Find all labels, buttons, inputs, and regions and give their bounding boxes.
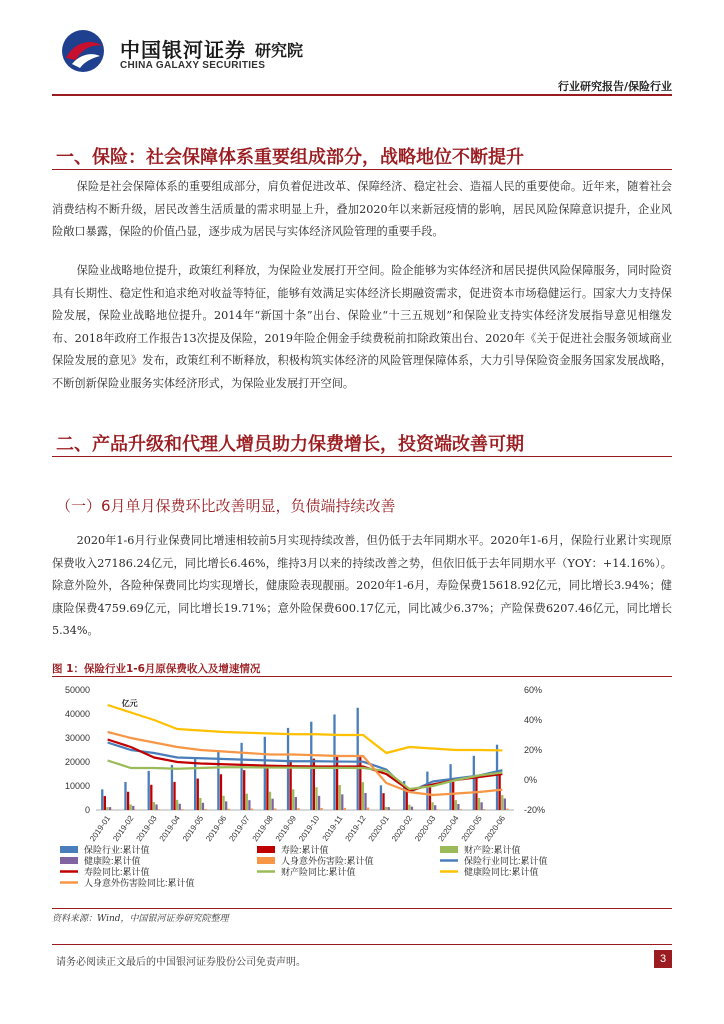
bar [362, 782, 364, 810]
legend-label: 寿险:累计值 [281, 845, 329, 855]
figure-bottom-rule [52, 908, 672, 909]
bar [148, 771, 150, 810]
y-left-tick-label: 0 [84, 805, 90, 815]
bar [388, 807, 390, 810]
bar [222, 796, 224, 810]
page-number: 3 [654, 950, 672, 968]
y-right-tick-label: 20% [524, 745, 543, 755]
bar [155, 804, 157, 810]
bar [460, 809, 462, 810]
legend-label: 寿险同比:累计值 [84, 867, 150, 877]
bar [385, 807, 387, 810]
bar [382, 793, 384, 810]
legend-label: 财产险同比:累计值 [281, 867, 356, 877]
bar [452, 782, 454, 810]
legend-label: 人身意外伤害险:累计值 [281, 856, 374, 866]
x-tick-label: 2020-03 [413, 813, 438, 844]
section-2-divider [52, 456, 672, 457]
bar [434, 805, 436, 810]
logo-chinese-name: 中国银河证券 [120, 38, 246, 62]
figure-title: 图 1：保险行业1-6月原保费收入及增速情况 [52, 663, 261, 675]
bar [150, 785, 152, 810]
legend-swatch [257, 857, 275, 864]
bar [251, 809, 253, 810]
bar [135, 809, 137, 810]
chart-annotation: 亿元 [121, 699, 138, 708]
bar [194, 759, 196, 810]
x-tick-label: 2019-09 [273, 813, 299, 844]
x-tick-label: 2020-06 [482, 813, 508, 844]
legend-label: 人身意外伤害险同比:累计值 [84, 878, 195, 888]
bar [449, 764, 451, 810]
bar [104, 796, 106, 810]
section-1-paragraph-1: 保险是社会保障体系的重要组成部分，肩负着促进改革、保障经济、稳定社会、造福人民的重要使命。近年来，随着社会消费结构不断升级，居民改善生活质量的需求明显上升，叠加2020年以来新冠疫情的影响，居民风险保障意识提升，企业风险敞口暴露，保险的价值凸显，逐步成为居民与实体经济风险管理的重要手段。 [52, 180, 672, 238]
x-tick-label: 2019-12 [343, 813, 368, 844]
bar [406, 790, 408, 810]
bar [271, 799, 273, 810]
legend-label: 保险行业同比:累计值 [464, 856, 548, 866]
series-line [108, 732, 503, 795]
legend-swatch [60, 857, 78, 864]
bar [501, 795, 503, 810]
bar [264, 737, 266, 810]
footer-divider [52, 944, 672, 945]
x-tick-label: 2019-07 [227, 813, 252, 844]
x-tick-label: 2019-06 [204, 813, 229, 844]
bar [506, 809, 508, 810]
section-2-paragraph: 2020年1-6月行业保费同比增速相较前5月实现持续改善，但仍低于去年同期水平。2020年1-6月，保险行业累计实现原保费收入27186.24亿元，同比增长6.46%，维持3月以来的持续改善之势，但依旧低于去年同期水平（YOY：+14.16%）。除意外险外，各险种保费同比均实现增长，健康险表现靓丽。2020年1-6月，寿险保费15618.92亿元，同比增长3.94%；健康险保费4759.69亿元，同比增长19.71%；意外险保费600.17亿元，同比减少6.37%；产险保费6207.46亿元，同比增长5.34%。 [52, 534, 672, 637]
bar [197, 779, 199, 810]
figure-top-rule [52, 676, 672, 677]
series-line [108, 761, 503, 790]
legend-label: 健康险:累计值 [84, 856, 141, 866]
page-header [0, 0, 724, 100]
bar [498, 773, 500, 810]
report-type: 行业研究报告/保险行业 [557, 80, 672, 93]
bar [457, 804, 459, 810]
legend-label: 健康险同比:累计值 [464, 867, 539, 877]
bar [341, 794, 343, 810]
bar [202, 803, 204, 810]
header-divider [52, 94, 672, 96]
bar [431, 802, 433, 810]
y-left-tick-label: 40000 [64, 709, 90, 719]
bar [367, 808, 369, 810]
bar [266, 767, 268, 810]
bar [289, 762, 291, 810]
y-left-tick-label: 10000 [64, 781, 90, 791]
bar [455, 800, 457, 810]
section-1-divider [52, 169, 672, 170]
bar [473, 756, 475, 810]
legend-label: 保险行业:累计值 [84, 845, 150, 855]
legend-swatch [257, 846, 275, 853]
logo-institute: 研究院 [255, 41, 304, 60]
bar [480, 802, 482, 810]
x-tick-label: 2019-01 [88, 813, 113, 844]
bar [411, 807, 413, 810]
bar [176, 800, 178, 810]
section-1-paragraph-2: 保险业战略地位提升，政策红利释放，为保险业发展打开空间。险企能够为实体经济和居民提供风险保障服务，同时险资具有长期性、稳定性和追求绝对收益等特征，能够有效满足实体经济长期融资需求，促进资本市场稳健运行。国家大力支持保险发展，保险业战略地位提升。2014年“新国十条”出台、保险业“十三五规划”和保险业支持实体经济发展指导意见相继发布、2018年政府工作报告13次提及保险，2019年险企佣金手续费税前扣除政策出台、2020年《关于促进社会服务领域商业保险发展的意见》发布，政策红利不断释放，积极构筑实体经济的风险管理保障体系，大力引导保险资金服务国家发展战略，不断创新保险业服务实体经济形式，为保险业发展打开空间。 [52, 264, 672, 390]
y-left-tick-label: 30000 [64, 733, 90, 743]
section-2-subtitle: （一）6月单月保费环比改善明显，负债端持续改善 [56, 497, 396, 515]
bar [173, 782, 175, 810]
bar [228, 809, 230, 810]
bar [483, 809, 485, 810]
legend-label: 财产险:累计值 [464, 845, 521, 855]
bar [225, 801, 227, 810]
bar [344, 808, 346, 810]
legend-swatch [440, 846, 458, 853]
bar [109, 807, 111, 810]
bar [179, 804, 181, 810]
bar [127, 792, 129, 810]
bar [359, 755, 361, 810]
bar [158, 809, 160, 810]
y-right-tick-label: 60% [524, 685, 543, 695]
bar [132, 806, 134, 810]
bar [318, 796, 320, 810]
x-tick-label: 2019-10 [297, 813, 322, 844]
y-right-tick-label: -20% [524, 805, 546, 815]
x-tick-label: 2019-03 [134, 813, 159, 844]
bar [504, 798, 506, 810]
bar [478, 798, 480, 810]
section-1-title: 一、保险：社会保障体系重要组成部分，战略地位不断提升 [56, 147, 524, 168]
bar [199, 798, 201, 810]
y-right-tick-label: 0% [524, 775, 538, 785]
bar [426, 772, 428, 810]
bar [336, 756, 338, 810]
bar [106, 807, 108, 810]
bar [274, 808, 276, 810]
bar [408, 805, 410, 810]
bar [496, 745, 498, 810]
x-tick-label: 2019-02 [111, 813, 136, 844]
bar [357, 708, 359, 810]
bar [171, 765, 173, 810]
bar [475, 778, 477, 810]
section-2-title: 二、产品升级和代理人增员助力保费增长，投资端改善可期 [56, 434, 524, 455]
bar [220, 774, 222, 810]
bar [130, 804, 132, 810]
figure-source: 资料来源：Wind，中国银河证券研究院整理 [52, 914, 229, 924]
y-right-tick-label: 40% [524, 715, 543, 725]
x-tick-label: 2020-02 [389, 813, 415, 844]
logo-english-name: CHINA GALAXY SECURITIES [120, 60, 266, 71]
bar [437, 809, 439, 810]
bar [339, 785, 341, 810]
bar [321, 808, 323, 810]
x-tick-label: 2020-04 [436, 813, 461, 844]
bar [429, 785, 431, 810]
x-tick-label: 2019-05 [180, 813, 206, 844]
footer-disclaimer: 请务必阅读正文最后的中国银河证券股份公司免责声明。 [56, 957, 306, 968]
x-tick-label: 2020-05 [459, 813, 484, 844]
x-tick-label: 2019-08 [250, 813, 275, 844]
y-left-tick-label: 50000 [64, 685, 90, 695]
bar [101, 789, 103, 810]
premium-chart [52, 678, 672, 910]
bar [295, 797, 297, 810]
galaxy-logo-icon [60, 28, 106, 74]
bar [246, 794, 248, 810]
bar [124, 782, 126, 810]
bar [204, 809, 206, 810]
x-tick-label: 2020-01 [366, 813, 391, 844]
bar [243, 770, 245, 810]
bar [181, 809, 183, 810]
bar [364, 793, 366, 810]
x-tick-label: 2019-04 [157, 813, 182, 844]
legend-swatch [60, 846, 78, 853]
y-left-tick-label: 20000 [64, 757, 90, 767]
bar [269, 792, 271, 810]
bar [297, 808, 299, 810]
x-tick-label: 2019-11 [320, 813, 345, 843]
bar [287, 728, 289, 810]
bar [315, 787, 317, 810]
bar [380, 785, 382, 810]
bar [153, 802, 155, 810]
bar [292, 789, 294, 810]
bar [248, 800, 250, 810]
